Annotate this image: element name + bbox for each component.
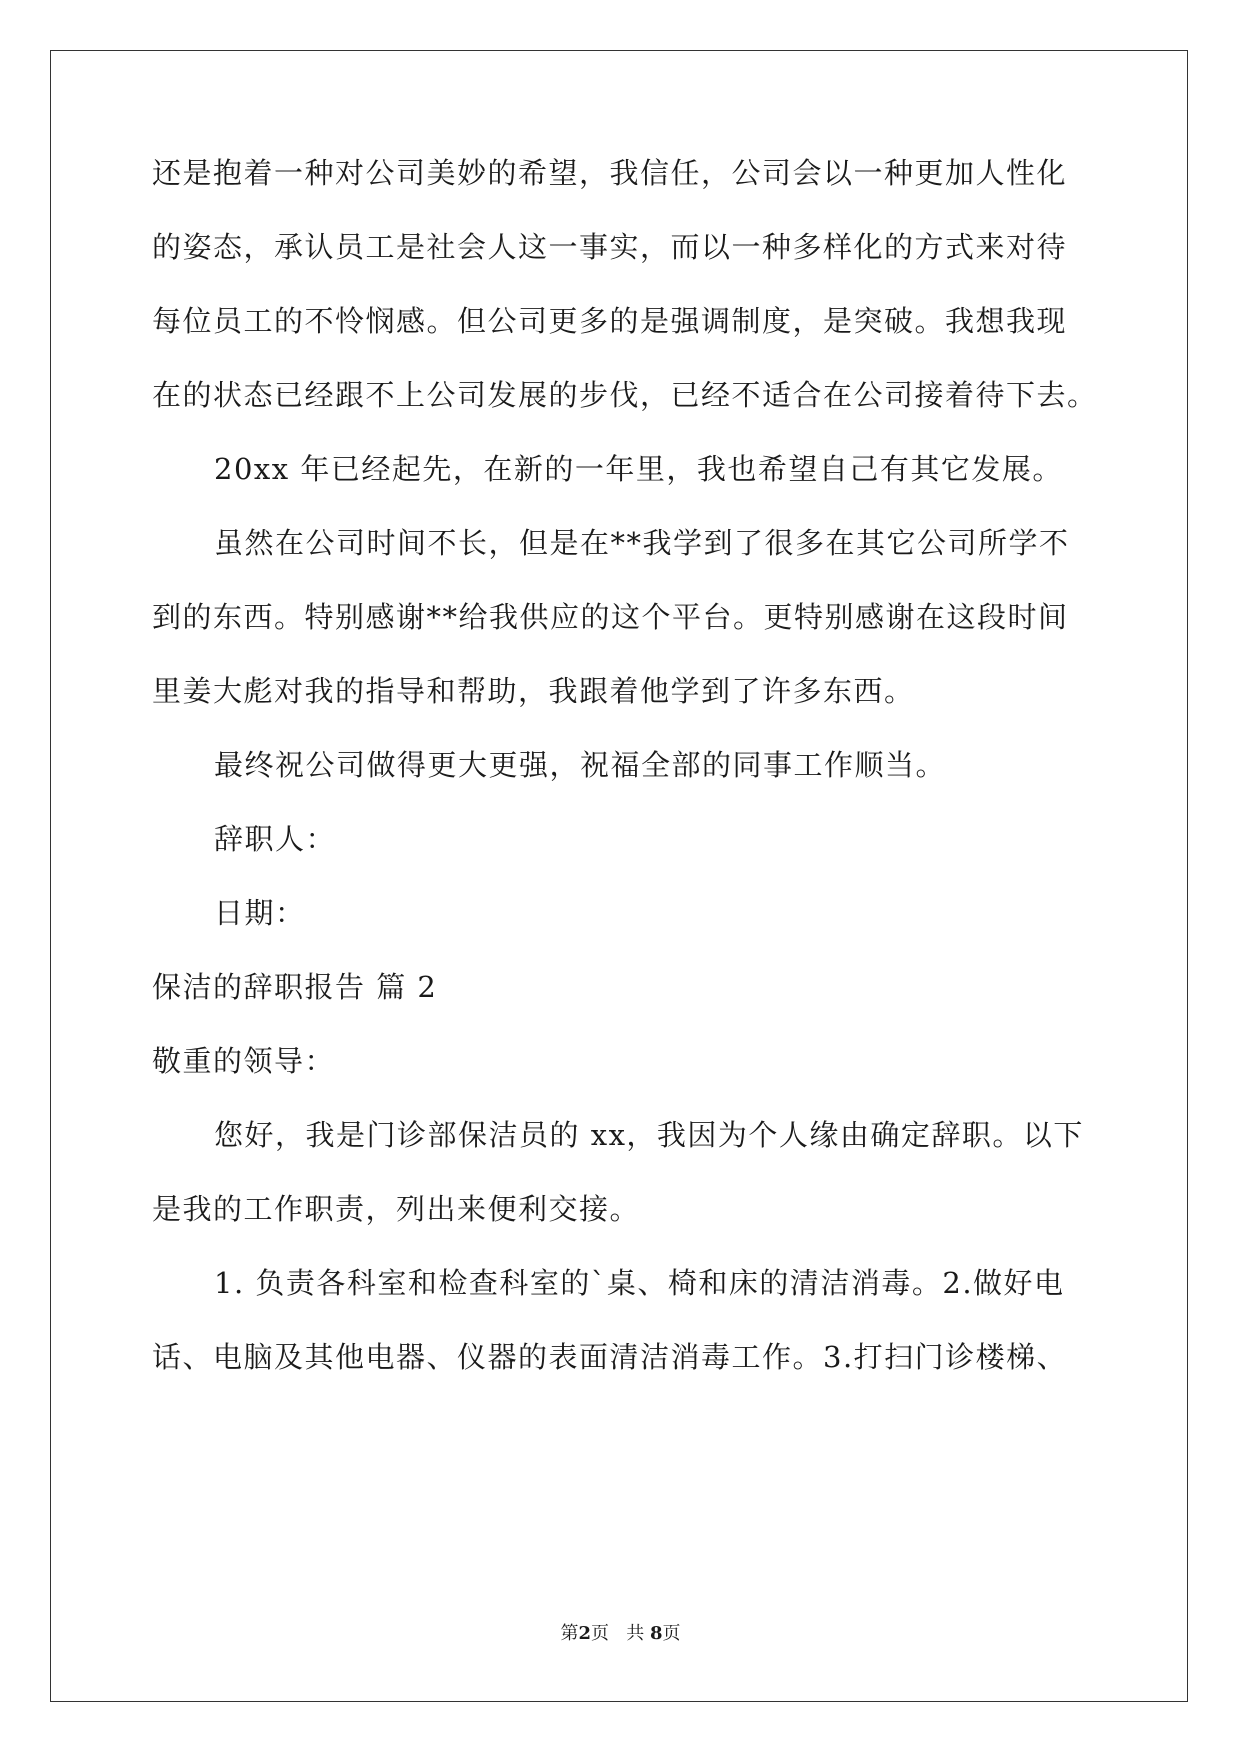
body-line-16: 1. 负责各科室和检查科室的`桌、椅和床的清洁消毒。2.做好电 — [214, 1266, 1065, 1300]
body-line-2: 的姿态，承认员工是社会人这一事实，而以一种多样化的方式来对待 — [152, 230, 1068, 264]
body-line-14: 您好，我是门诊部保洁员的 xx，我因为个人缘由确定辞职。以下 — [214, 1118, 1084, 1152]
footer-total-prefix: 共 — [626, 1623, 645, 1644]
body-line-5: 20xx 年已经起先，在新的一年里，我也希望自己有其它发展。 — [214, 452, 1063, 486]
body-line-3: 每位员工的不怜悯感。但公司更多的是强调制度，是突破。我想我现 — [152, 304, 1068, 338]
salutation: 敬重的领导： — [152, 1044, 336, 1078]
resigner-label: 辞职人： — [214, 822, 337, 856]
page-footer — [0, 1622, 1241, 1646]
body-line-17: 话、电脑及其他电器、仪器的表面清洁消毒工作。3.打扫门诊楼梯、 — [152, 1340, 1068, 1374]
body-line-15: 是我的工作职责，列出来便利交接。 — [152, 1192, 641, 1226]
footer-total-suffix: 页 — [662, 1623, 681, 1644]
body-line-8: 里姜大彪对我的指导和帮助，我跟着他学到了许多东西。 — [152, 674, 915, 708]
footer-total-pages: 8 — [649, 1623, 663, 1644]
footer-page-number: 2 — [578, 1623, 592, 1644]
page-border — [50, 50, 1188, 1702]
date-label: 日期： — [214, 896, 306, 930]
body-line-4: 在的状态已经跟不上公司发展的步伐，已经不适合在公司接着待下去。 — [152, 378, 1098, 412]
body-line-6: 虽然在公司时间不长，但是在**我学到了很多在其它公司所学不 — [214, 526, 1070, 560]
body-line-7: 到的东西。特别感谢**给我供应的这个平台。更特别感谢在这段时间 — [152, 600, 1069, 634]
footer-page-prefix: 第 — [560, 1623, 579, 1644]
section-heading: 保洁的辞职报告 篇 2 — [152, 970, 438, 1004]
body-line-1: 还是抱着一种对公司美妙的希望，我信任，公司会以一种更加人性化 — [152, 156, 1068, 190]
body-line-9: 最终祝公司做得更大更强，祝福全部的同事工作顺当。 — [214, 748, 947, 782]
footer-page-suffix: 页 — [591, 1623, 610, 1644]
